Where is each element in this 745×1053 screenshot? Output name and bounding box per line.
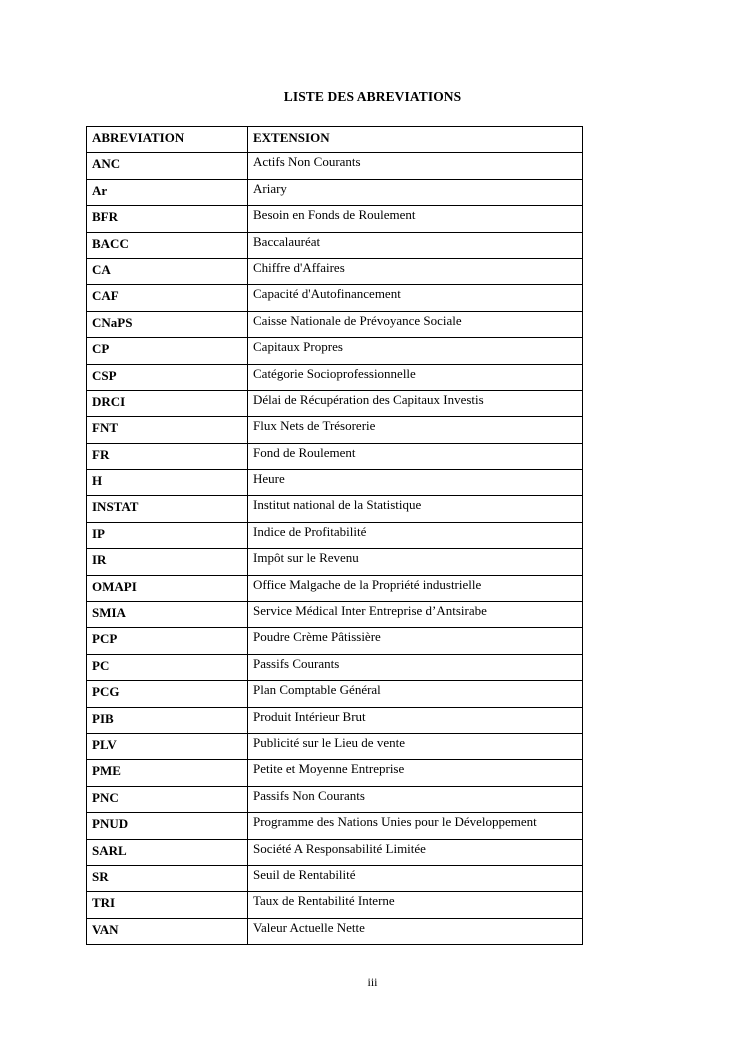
extension-cell: Actifs Non Courants <box>248 153 583 179</box>
abbreviation-cell: Ar <box>87 179 248 205</box>
abbreviation-cell: IR <box>87 549 248 575</box>
table-row <box>87 760 583 786</box>
abbreviation-cell: SR <box>87 865 248 891</box>
abbreviation-cell: CNaPS <box>87 311 248 337</box>
extension-cell: Chiffre d'Affaires <box>248 258 583 284</box>
table-row <box>87 179 583 205</box>
table-row <box>87 786 583 812</box>
extension-cell: Caisse Nationale de Prévoyance Sociale <box>248 311 583 337</box>
abbreviation-cell: PNUD <box>87 813 248 839</box>
abbreviation-cell: FR <box>87 443 248 469</box>
extension-cell: Capitaux Propres <box>248 338 583 364</box>
abbreviation-cell: PCG <box>87 681 248 707</box>
extension-cell: Heure <box>248 470 583 496</box>
extension-cell: Service Médical Inter Entreprise d’Antsirabe <box>248 602 583 628</box>
table-row <box>87 311 583 337</box>
extension-cell: Fond de Roulement <box>248 443 583 469</box>
abbreviation-cell: IP <box>87 522 248 548</box>
abbreviation-cell: TRI <box>87 892 248 918</box>
table-row <box>87 470 583 496</box>
table-row <box>87 390 583 416</box>
extension-cell: Institut national de la Statistique <box>248 496 583 522</box>
table-row <box>87 602 583 628</box>
extension-cell: Produit Intérieur Brut <box>248 707 583 733</box>
table-row <box>87 813 583 839</box>
extension-cell: Seuil de Rentabilité <box>248 865 583 891</box>
extension-cell: Taux de Rentabilité Interne <box>248 892 583 918</box>
table-row <box>87 522 583 548</box>
column-header-extension: EXTENSION <box>248 127 583 153</box>
abbreviation-cell: DRCI <box>87 390 248 416</box>
table-row <box>87 628 583 654</box>
abbreviation-cell: CSP <box>87 364 248 390</box>
column-header-abbreviation: ABREVIATION <box>87 127 248 153</box>
table-row <box>87 707 583 733</box>
extension-cell: Société A Responsabilité Limitée <box>248 839 583 865</box>
abbreviation-cell: PIB <box>87 707 248 733</box>
table-row <box>87 549 583 575</box>
abbreviation-cell: PC <box>87 654 248 680</box>
page-title: LISTE DES ABREVIATIONS <box>283 89 462 104</box>
abbreviation-cell: CP <box>87 338 248 364</box>
extension-cell: Catégorie Socioprofessionnelle <box>248 364 583 390</box>
abbreviation-cell: ANC <box>87 153 248 179</box>
extension-cell: Passifs Non Courants <box>248 786 583 812</box>
abbreviation-cell: PLV <box>87 733 248 759</box>
table-row <box>87 496 583 522</box>
table-row <box>87 892 583 918</box>
abbreviation-cell: SMIA <box>87 602 248 628</box>
abbreviation-cell: BACC <box>87 232 248 258</box>
table-row <box>87 153 583 179</box>
table-row <box>87 654 583 680</box>
abbreviation-cell: SARL <box>87 839 248 865</box>
abbreviation-cell: BFR <box>87 206 248 232</box>
table-row <box>87 417 583 443</box>
extension-cell: Programme des Nations Unies pour le Développement <box>248 813 583 839</box>
table-row <box>87 232 583 258</box>
extension-cell: Ariary <box>248 179 583 205</box>
abbreviation-cell: PME <box>87 760 248 786</box>
table-row <box>87 918 583 944</box>
table-row <box>87 733 583 759</box>
abbreviation-cell: H <box>87 470 248 496</box>
abbreviation-cell: PNC <box>87 786 248 812</box>
table-row <box>87 364 583 390</box>
extension-cell: Passifs Courants <box>248 654 583 680</box>
abbreviation-cell: CA <box>87 258 248 284</box>
abbreviation-cell: VAN <box>87 918 248 944</box>
table-row <box>87 443 583 469</box>
page-number: iii <box>367 975 378 989</box>
extension-cell: Indice de Profitabilité <box>248 522 583 548</box>
extension-cell: Petite et Moyenne Entreprise <box>248 760 583 786</box>
table-row <box>87 865 583 891</box>
extension-cell: Plan Comptable Général <box>248 681 583 707</box>
table-row <box>87 206 583 232</box>
table-row <box>87 258 583 284</box>
extension-cell: Baccalauréat <box>248 232 583 258</box>
table-row <box>87 285 583 311</box>
abbreviation-cell: CAF <box>87 285 248 311</box>
abbreviation-cell: INSTAT <box>87 496 248 522</box>
extension-cell: Besoin en Fonds de Roulement <box>248 206 583 232</box>
table-header-row <box>87 127 583 153</box>
extension-cell: Capacité d'Autofinancement <box>248 285 583 311</box>
table-row <box>87 681 583 707</box>
extension-cell: Publicité sur le Lieu de vente <box>248 733 583 759</box>
abbreviations-table <box>86 126 583 945</box>
abbreviation-cell: FNT <box>87 417 248 443</box>
extension-cell: Valeur Actuelle Nette <box>248 918 583 944</box>
abbreviation-cell: OMAPI <box>87 575 248 601</box>
extension-cell: Délai de Récupération des Capitaux Investis <box>248 390 583 416</box>
extension-cell: Flux Nets de Trésorerie <box>248 417 583 443</box>
extension-cell: Impôt sur le Revenu <box>248 549 583 575</box>
abbreviation-cell: PCP <box>87 628 248 654</box>
extension-cell: Office Malgache de la Propriété industrielle <box>248 575 583 601</box>
table-row <box>87 575 583 601</box>
extension-cell: Poudre Crème Pâtissière <box>248 628 583 654</box>
table-row <box>87 338 583 364</box>
table-row <box>87 839 583 865</box>
